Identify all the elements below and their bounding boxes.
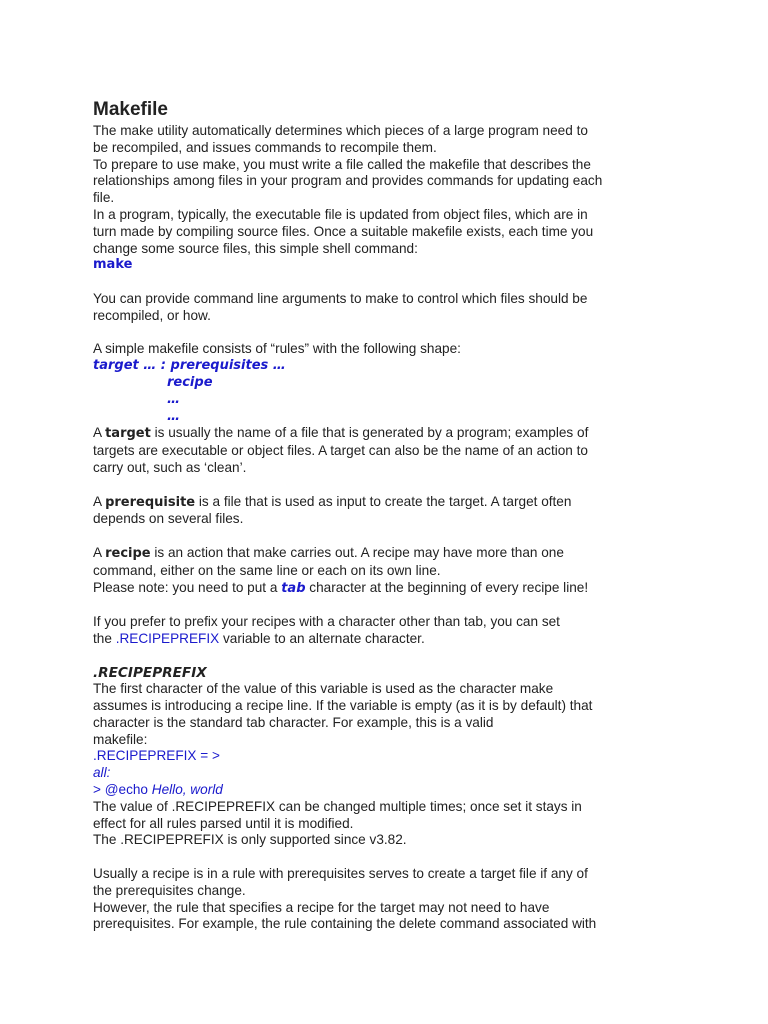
term-target: target <box>105 426 151 442</box>
recipeprefix-link[interactable]: .RECIPEPREFIX <box>115 630 220 646</box>
text-line: the prerequisites change. <box>93 882 246 898</box>
text-line: You can provide command line arguments to make to control which files should be <box>93 290 588 306</box>
spacer <box>93 528 693 545</box>
tab-term: tab <box>281 580 306 596</box>
final-paragraph <box>93 866 693 933</box>
term-recipe: recipe <box>105 545 151 561</box>
target-paragraph <box>93 425 693 476</box>
text-run: is usually the name of a file that is generated by a program; examples of <box>150 425 589 441</box>
recipeprefix-section <box>93 665 693 850</box>
text-line: The make utility automatically determines which pieces of a large program need to <box>93 123 588 138</box>
term-prerequisite: prerequisite <box>105 494 196 510</box>
document-page <box>93 97 693 933</box>
make-command: make <box>93 257 133 273</box>
rule-dots: … <box>167 408 180 424</box>
text-line: The first character of the value of this variable is used as the character make <box>93 681 554 697</box>
text-run: Please note: you need to put a <box>93 579 282 595</box>
text-line <box>93 425 693 443</box>
text-line: In a program, typically, the executable file is updated from object files, which are in <box>93 206 588 222</box>
spacer <box>93 648 693 665</box>
text-line <box>93 545 693 563</box>
text-run: is an action that make carries out. A recipe may have more than one <box>150 544 564 560</box>
text-run: A <box>93 425 106 441</box>
section-heading: .RECIPEPREFIX <box>93 664 207 681</box>
text-line: turn made by compiling source files. Once a suitable makefile exists, each time you <box>93 223 594 239</box>
text-line: change some source files, this simple shell command: <box>93 240 418 256</box>
text-line <box>93 631 693 648</box>
text-line: relationships among files in your program and provides commands for updating each <box>93 173 603 189</box>
text-line: If you prefer to prefix your recipes with a character other than tab, you can set <box>93 614 560 630</box>
arguments-paragraph <box>93 291 693 325</box>
spacer <box>93 274 693 291</box>
code-example-line: .RECIPEPREFIX = > <box>93 748 220 764</box>
text-run: the <box>93 630 116 646</box>
text-line: Usually a recipe is in a rule with prerequisites serves to create a target file if any of <box>93 866 588 882</box>
text-line: prerequisites. For example, the rule containing the delete command associated with <box>93 916 597 932</box>
text-run: A <box>93 493 106 509</box>
prefix-paragraph <box>93 614 693 648</box>
rule-intro: A simple makefile consists of “rules” with the following shape: <box>93 341 461 357</box>
rule-recipe: recipe <box>167 374 213 390</box>
code-example-line: all: <box>93 765 111 781</box>
prerequisite-paragraph <box>93 494 693 529</box>
text-line: be recompiled, and issues commands to recompile them. <box>93 139 437 155</box>
text-run: is a file that is used as input to create the target. A target often <box>195 493 572 509</box>
text-line: file. <box>93 190 115 206</box>
text-line: assumes is introducing a recipe line. If the variable is empty (as it is by default) that <box>93 698 593 714</box>
rule-dots: … <box>167 391 180 407</box>
tab-note <box>93 580 693 598</box>
text-line <box>93 494 693 512</box>
page-title: Makefile <box>93 99 168 120</box>
text-line: effect for all rules parsed until it is modified. <box>93 815 354 831</box>
text-line: recompiled, or how. <box>93 307 211 323</box>
text-run: character at the beginning of every recipe line! <box>305 579 589 595</box>
text-run: variable to an alternate character. <box>219 630 425 646</box>
text-line: targets are executable or object files. A target can also be the name of an action to <box>93 443 588 459</box>
recipe-paragraph <box>93 545 693 597</box>
spacer <box>93 477 693 494</box>
spacer <box>93 597 693 614</box>
code-run: Hello, world <box>151 782 223 798</box>
text-line: carry out, such as ‘clean’. <box>93 459 247 475</box>
intro-paragraph <box>93 123 693 274</box>
rule-head: target … : prerequisites … <box>93 358 286 374</box>
text-line: The value of .RECIPEPREFIX can be changed multiple times; once set it stays in <box>93 798 582 814</box>
text-line: command, either on the same line or each on its own line. <box>93 562 441 578</box>
text-run: A <box>93 544 106 560</box>
text-line: character is the standard tab character. For example, this is a valid <box>93 714 494 730</box>
spacer <box>93 849 693 866</box>
code-run: > @echo <box>93 782 152 798</box>
rule-shape-block <box>93 341 693 425</box>
text-line: makefile: <box>93 731 148 747</box>
code-example-line <box>93 782 693 799</box>
spacer <box>93 325 693 342</box>
text-line: The .RECIPEPREFIX is only supported since v3.82. <box>93 832 407 848</box>
text-line: To prepare to use make, you must write a file called the makefile that describes the <box>93 156 591 172</box>
text-line: However, the rule that specifies a recipe for the target may not need to have <box>93 899 550 915</box>
text-line: depends on several files. <box>93 511 244 527</box>
